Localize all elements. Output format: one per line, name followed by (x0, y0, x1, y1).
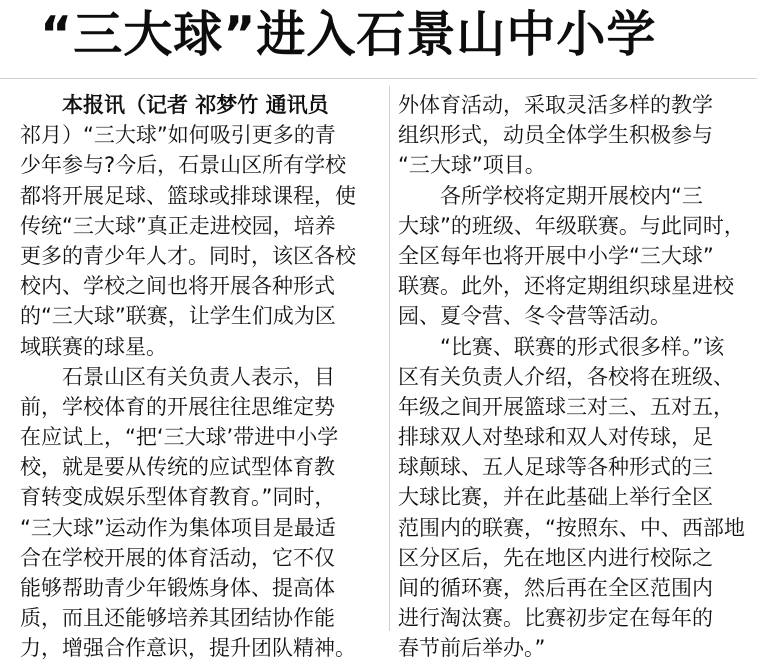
article-line: 区有关负责人介绍，各校将在班级、 (398, 364, 734, 389)
article-column-left (20, 90, 382, 664)
article-line: “三大球”项目。 (398, 153, 546, 178)
article-line: 能够帮助青少年锻炼身体、提高体 (20, 576, 335, 600)
article-line: 大球”的班级、年级联赛。与此同时， (398, 213, 745, 238)
column-divider (389, 86, 390, 631)
article-line: 前，学校体育的开展往往思维定势 (20, 394, 335, 419)
article-line: 大球比赛，并在此基础上举行全区 (398, 485, 713, 510)
article-line: 在应试上，“把‘三大球’带进中小学 (20, 425, 339, 450)
article-column-right (398, 90, 750, 664)
article-line: 全区每年也将开展中小学“三大球” (398, 243, 714, 268)
article-line: 本报讯（记者 祁梦竹 通讯员 (62, 93, 329, 117)
article-line: 育转变成娱乐型体育教育。”同时， (20, 485, 336, 510)
article-line: 区分区后，先在地区内进行校际之 (398, 545, 713, 570)
article-line: 春节前后举办。” (398, 636, 546, 661)
article-line: 质，而且还能够培养其团结协作能 (20, 606, 335, 631)
article-line: 少年参与?今后，石景山区所有学校 (20, 153, 347, 178)
article-line: 排球双人对垫球和双人对传球，足 (398, 425, 713, 450)
article-line: 更多的青少年人才。同时，该区各校 (20, 243, 356, 268)
article-line: 的“三大球”联赛，让学生们成为区 (20, 304, 336, 329)
article-line: 组织形式，动员全体学生积极参与 (398, 123, 713, 148)
article-line: 校，就是要从传统的应试型体育教 (20, 455, 335, 480)
article-line: 力，增强合作意识，提升团队精神。 (20, 636, 356, 661)
article-line: 校内、学校之间也将开展各种形式 (20, 274, 335, 299)
article-line: 进行淘汰赛。比赛初步定在每年的 (398, 606, 713, 631)
article-line: 联赛。此外，还将定期组织球星进校 (398, 274, 734, 299)
article-line: 各所学校将定期开展校内“三 (440, 183, 703, 208)
article-line: 祁月）“三大球”如何吸引更多的青 (20, 123, 336, 148)
article-line: 球颠球、五人足球等各种形式的三 (398, 455, 713, 480)
article-line: 合在学校开展的体育活动，它不仅 (20, 545, 335, 570)
article-line: 年级之间开展篮球三对三、五对五， (398, 394, 734, 419)
headline-rule (0, 78, 757, 79)
article-line: 外体育活动，采取灵活多样的教学 (398, 93, 713, 117)
article-line: 石景山区有关负责人表示，目 (62, 364, 335, 389)
article-line: “比赛、联赛的形式很多样。”该 (440, 334, 725, 359)
article-line: 间的循环赛，然后再在全区范围内 (398, 576, 713, 600)
article-line: 都将开展足球、篮球或排球课程，使 (20, 183, 356, 208)
article-line: 域联赛的球星。 (20, 334, 167, 359)
article-headline: “三大球”进入石景山中小学 (40, 6, 657, 63)
article-line: 传统“三大球”真正走进校园，培养 (20, 213, 336, 238)
article-line: “三大球”运动作为集体项目是最适 (20, 515, 336, 540)
article-line: 园、夏令营、冬令营等活动。 (398, 304, 671, 329)
article-line: 范围内的联赛，“按照东、中、西部地 (398, 515, 745, 540)
